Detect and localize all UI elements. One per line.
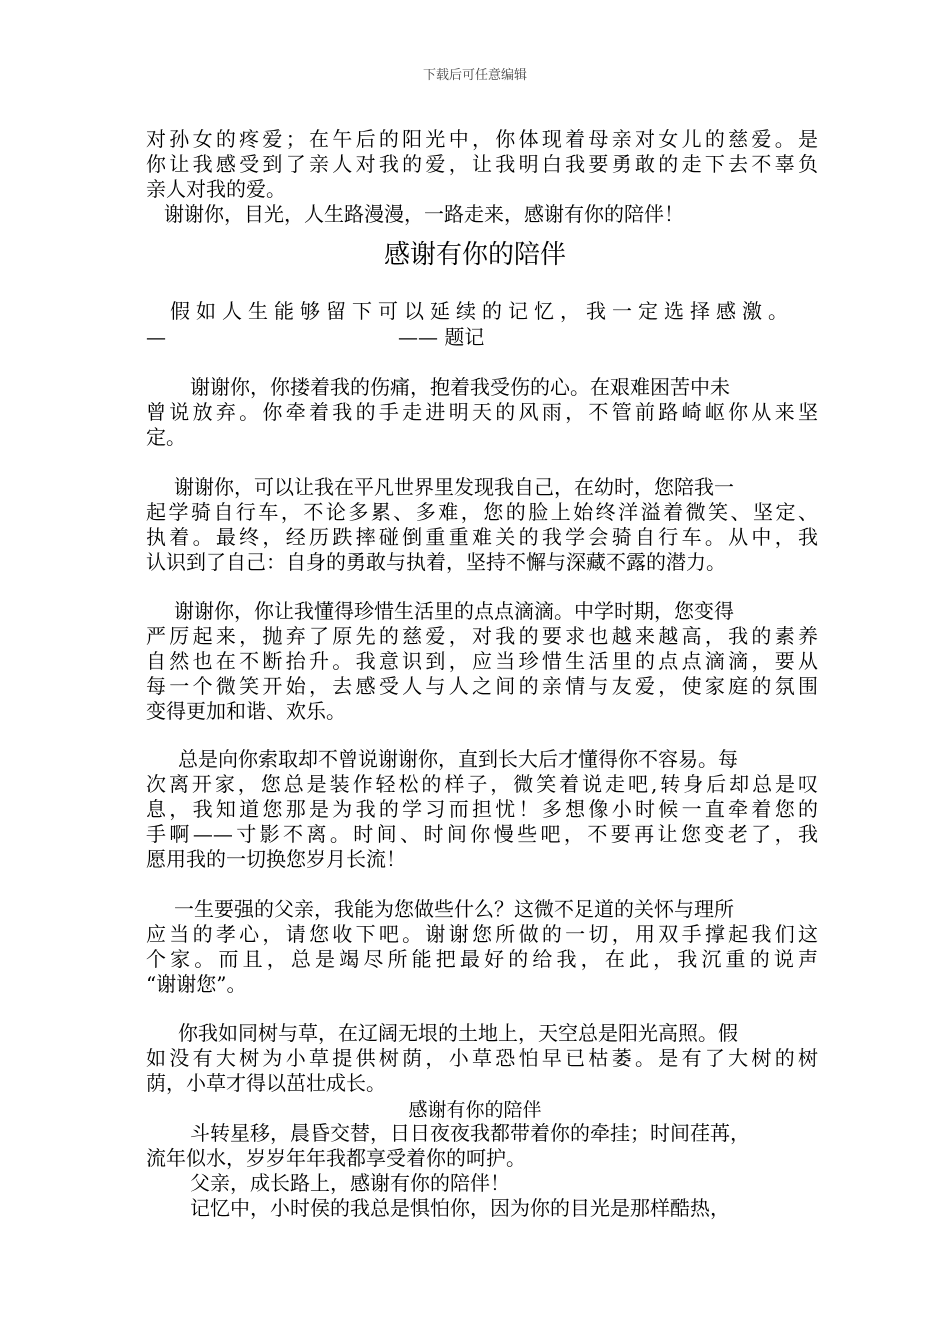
epigraph-title: 题记 (444, 325, 485, 349)
body-line: 斗转星移，晨昏交替，日日夜夜我都带着你的牵挂；时间荏苒， (190, 1121, 750, 1145)
body-line: 变得更加和谐、欢乐。 (146, 699, 346, 723)
body-line: 你我如同树与草，在辽阔无垠的土地上，天空总是阳光高照。假 (178, 1021, 738, 1045)
body-line: 次离开家，您总是装作轻松的样子，微笑着说走吧,转身后却总是叹 (146, 772, 818, 796)
body-line: 如没有大树为小草提供树荫，小草恐怕早已枯萎。是有了大树的树 (146, 1046, 818, 1070)
body-line: 流年似水，岁岁年年我都享受着你的呵护。 (146, 1146, 526, 1170)
epigraph-dash: —— (398, 325, 438, 349)
body-line: 你让我感受到了亲人对我的爱，让我明白我要勇敢的走下去不辜负 (146, 152, 818, 176)
essay-title: 感谢有你的陪伴 (383, 240, 566, 270)
body-line: 亲人对我的爱。 (146, 177, 286, 201)
body-line: 应当的孝心，请您收下吧。谢谢您所做的一切，用双手撑起我们这 (146, 922, 818, 946)
section-subtitle: 感谢有你的陪伴 (408, 1099, 542, 1121)
body-line: 荫，小草才得以茁壮成长。 (146, 1071, 386, 1095)
body-line: 个家。而且，总是竭尽所能把最好的给我，在此，我沉重的说声 (146, 947, 818, 971)
epigraph-line: 假如人生能够留下可以延续的记忆，我一定选择感激。 (170, 299, 794, 323)
epigraph-dash: — (146, 325, 166, 349)
epigraph-signature (398, 324, 518, 350)
body-line: 每一个微笑开始，去感受人与人之间的亲情与友爱，使家庭的氛围 (146, 674, 818, 698)
body-line: 愿用我的一切换您岁月长流！ (146, 847, 406, 871)
body-line: “谢谢您”。 (146, 972, 247, 996)
body-line: 总是向你索取却不曾说谢谢你，直到长大后才懂得你不容易。每 (178, 747, 738, 771)
body-line: 严厉起来，抛弃了原先的慈爱，对我的要求也越来越高，我的素养 (146, 624, 818, 648)
body-line: 认识到了自己：自身的勇敢与执着，坚持不懈与深藏不露的潜力。 (146, 550, 726, 574)
body-line: 父亲，成长路上，感谢有你的陪伴！ (190, 1171, 510, 1195)
body-line: 记忆中，小时侯的我总是惧怕你，因为你的目光是那样酷热， (190, 1196, 730, 1220)
body-line: 谢谢你，你搂着我的伤痛，抱着我受伤的心。在艰难困苦中未 (190, 375, 730, 399)
body-line: 一生要强的父亲，我能为您做些什么？这微不足道的关怀与理所 (174, 897, 734, 921)
body-line: 自然也在不断抬升。我意识到，应当珍惜生活里的点点滴滴，要从 (146, 649, 818, 673)
body-line: 定。 (146, 425, 186, 449)
body-line: 息，我知道您那是为我的学习而担忧！多想像小时候一直牵着您的 (146, 797, 818, 821)
body-line: 手啊——寸影不离。时间、时间你慢些吧，不要再让您变老了，我 (146, 822, 818, 846)
body-line: 对孙女的疼爱；在午后的阳光中，你体现着母亲对女儿的慈爱。是 (146, 127, 818, 151)
body-line: 起学骑自行车，不论多累、多难，您的脸上始终洋溢着微笑、坚定、 (146, 500, 818, 524)
page-header: 下载后可任意编辑 (422, 68, 527, 83)
body-line: 谢谢你，你让我懂得珍惜生活里的点点滴滴。中学时期，您变得 (174, 599, 734, 623)
body-line: 执着。最终，经历跌摔碰倒重重难关的我学会骑自行车。从中，我 (146, 525, 818, 549)
body-line: 谢谢你，可以让我在平凡世界里发现我自己，在幼时，您陪我一 (174, 475, 734, 499)
body-line: 曾说放弃。你牵着我的手走进明天的风雨，不管前路崎岖你从来坚 (146, 400, 818, 424)
body-line: 谢谢你，目光，人生路漫漫，一路走来，感谢有你的陪伴！ (164, 202, 684, 226)
